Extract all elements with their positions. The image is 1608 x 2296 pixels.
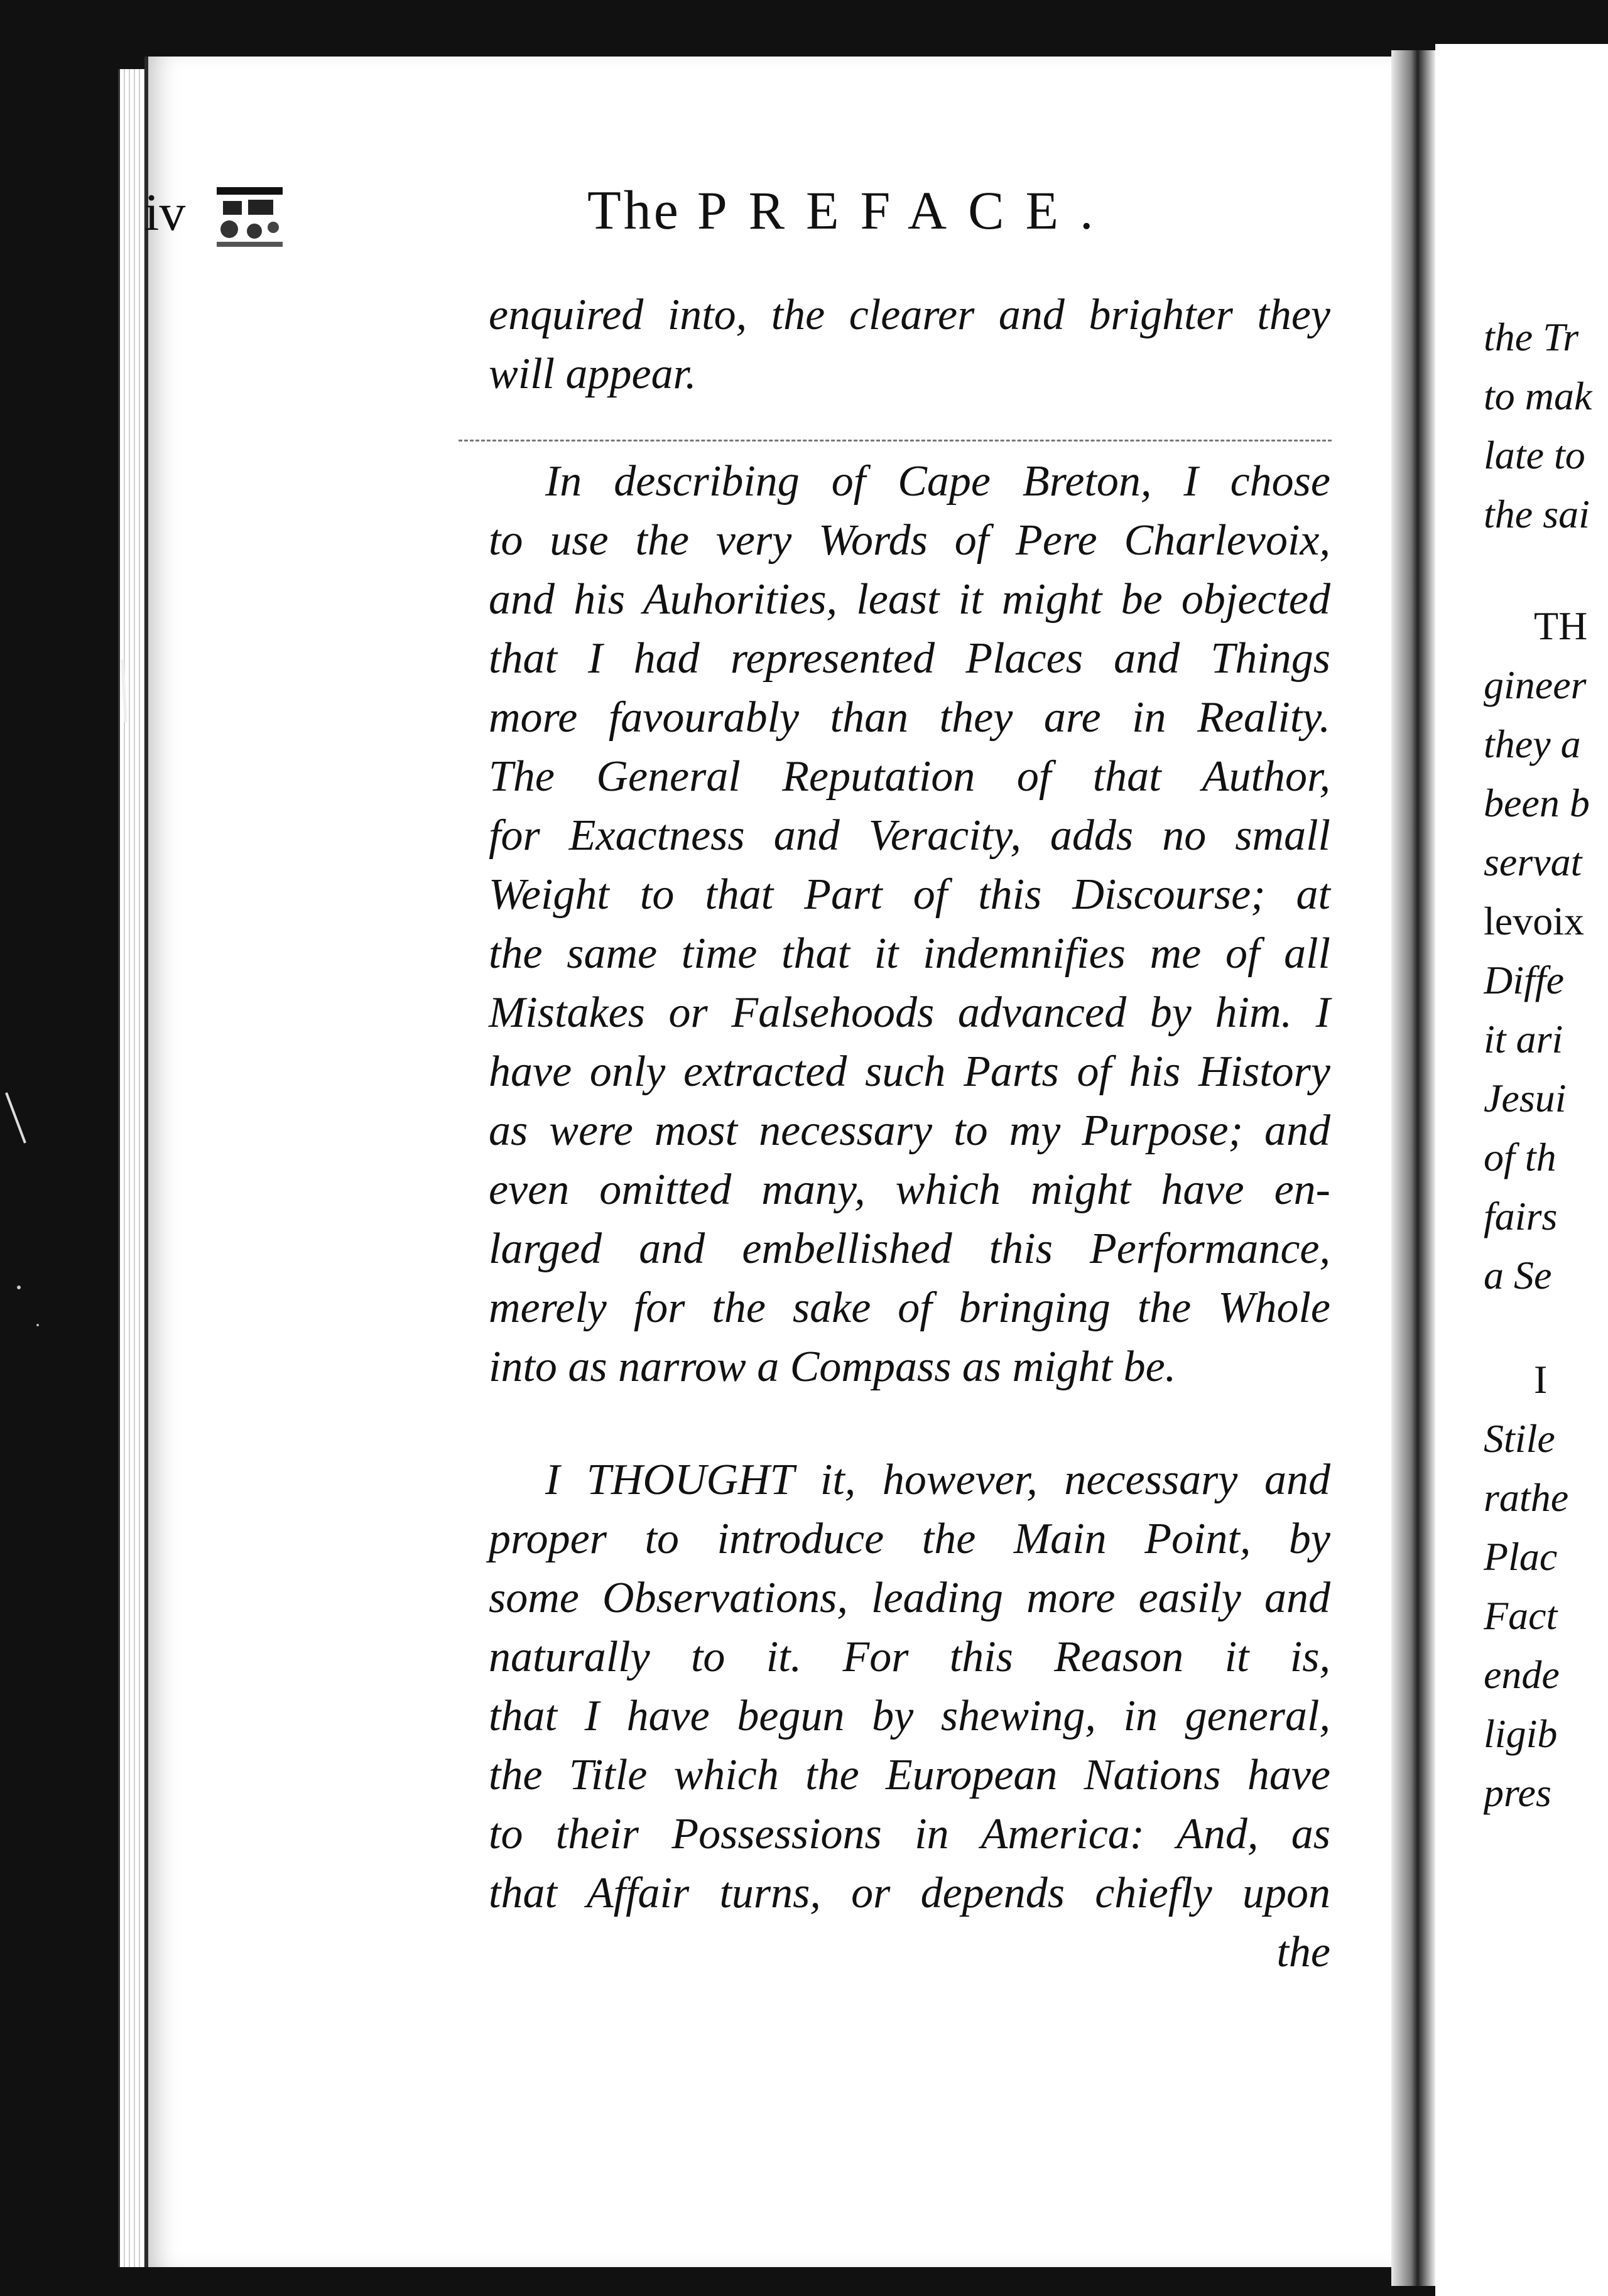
text-line: will appear. — [489, 350, 697, 398]
facing-page-top — [1484, 308, 1608, 544]
text-line: into as narrow a Compass as might be. — [489, 1343, 1176, 1391]
facing-line: I — [1534, 1357, 1548, 1402]
text-line: for Exactness and Veracity, adds no small — [489, 811, 1330, 860]
folio-number: iv — [144, 183, 186, 242]
facing-line: it ari — [1484, 1017, 1563, 1061]
text-line: that I have begun by shewing, in general, — [489, 1692, 1330, 1740]
facing-line: the Tr — [1484, 315, 1579, 359]
text-line: have only extracted such Parts of his History — [489, 1048, 1330, 1096]
text-line: the Title which the European Nations have — [489, 1751, 1330, 1799]
page-title — [587, 179, 1114, 242]
printers-ornament-icon — [210, 182, 289, 251]
facing-line: pres — [1484, 1770, 1551, 1815]
paragraph-3 — [489, 1451, 1330, 1982]
page-title-the: The — [587, 180, 681, 241]
facing-line: rathe — [1484, 1475, 1569, 1520]
text-line: more favourably than they are in Reality. — [489, 693, 1330, 742]
book-gutter — [1391, 50, 1435, 2286]
facing-line: the sai — [1484, 492, 1590, 536]
facing-line: Jesui — [1484, 1076, 1567, 1120]
text-line: Mistakes or Falsehoods advanced by him. I — [489, 988, 1330, 1037]
text-line: I THOUGHT it, however, necessary and — [545, 1456, 1330, 1504]
text-line: to use the very Words of Pere Charlevoix, — [489, 516, 1330, 565]
text-line: merely for the sake of bringing the Whole — [489, 1284, 1330, 1332]
facing-line: a Se — [1484, 1253, 1552, 1297]
facing-line: Plac — [1484, 1534, 1558, 1579]
facing-line: they a — [1484, 722, 1581, 766]
text-line: even omitted many, which might have en- — [489, 1166, 1330, 1214]
facing-page-bottom — [1484, 1350, 1608, 1822]
facing-page-middle — [1484, 597, 1608, 1305]
text-line: naturally to it. For this Reason it is, — [489, 1633, 1330, 1681]
page-title-preface: PREFACE. — [697, 180, 1115, 241]
facing-line: been b — [1484, 781, 1590, 825]
facing-line: Diffe — [1484, 958, 1564, 1002]
paragraph-1 — [489, 286, 1330, 404]
text-line: enquired into, the clearer and brighter they — [489, 291, 1330, 339]
text-line: The General Reputation of that Author, — [489, 752, 1330, 801]
text-line: proper to introduce the Main Point, by — [489, 1515, 1330, 1563]
facing-line: late to — [1484, 433, 1585, 477]
text-line: that I had represented Places and Things — [489, 634, 1330, 683]
page-edges — [118, 69, 145, 2267]
text-line: In describing of Cape Breton, I chose — [545, 457, 1330, 506]
facing-line: levoix — [1484, 899, 1584, 943]
facing-line: ende — [1484, 1652, 1560, 1697]
text-line: that Affair turns, or depends chiefly upon — [489, 1869, 1330, 1917]
text-line: larged and embellished this Performance, — [489, 1225, 1330, 1273]
catchword: the — [1276, 1928, 1330, 1976]
section-divider — [459, 440, 1332, 441]
text-line: some Observations, leading more easily and — [489, 1574, 1330, 1622]
facing-line: ligib — [1484, 1711, 1558, 1756]
facing-line: gineer — [1484, 663, 1587, 707]
text-line: to their Possessions in America: And, as — [489, 1810, 1330, 1858]
facing-line: Stile — [1484, 1416, 1555, 1461]
text-line: Weight to that Part of this Discourse; at — [489, 870, 1330, 919]
facing-line: fairs — [1484, 1194, 1558, 1238]
facing-line: servat — [1484, 840, 1582, 884]
facing-line: to mak — [1484, 374, 1592, 418]
facing-line: TH — [1534, 604, 1588, 648]
text-line: and his Auhorities, least it might be objected — [489, 575, 1330, 624]
text-line: as were most necessary to my Purpose; and — [489, 1107, 1330, 1155]
facing-line: Fact — [1484, 1593, 1558, 1638]
facing-line: of th — [1484, 1135, 1556, 1179]
paragraph-2 — [489, 452, 1330, 1397]
text-line: the same time that it indemnifies me of all — [489, 929, 1330, 978]
